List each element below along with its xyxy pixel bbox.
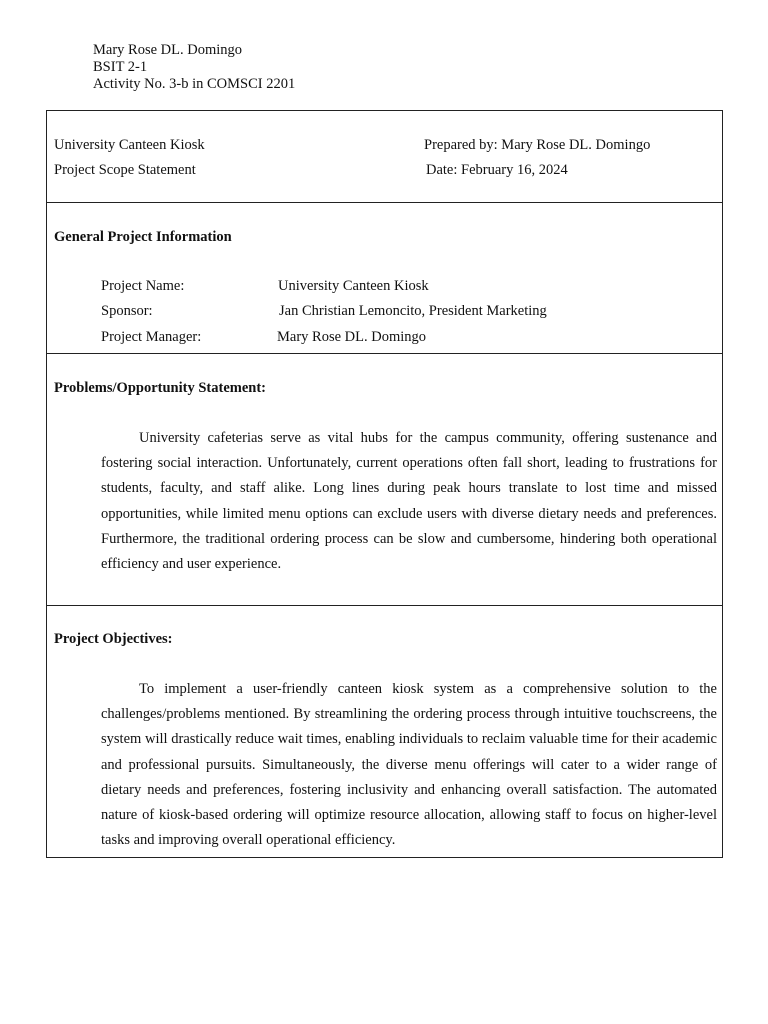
scope-statement-table — [46, 110, 723, 858]
author-name: Mary Rose DL. Domingo — [93, 42, 243, 58]
general-info-title: General Project Information — [54, 229, 232, 245]
activity-label: Activity No. 3-b in COMSCI 2201 — [93, 76, 296, 92]
author-section: BSIT 2-1 — [93, 59, 148, 75]
field-value-project-name: University Canteen Kiosk — [278, 278, 429, 294]
field-value-project-manager: Mary Rose DL. Domingo — [277, 329, 427, 345]
objectives-row — [47, 606, 722, 857]
problem-statement-row — [47, 354, 722, 606]
problem-statement-text: University cafeterias serve as vital hubs for the campus community, offering sustenance and fostering social interaction. Unfortunately, current operations often fall short, leading to frustrations for students, faculty, and staff alike. Long lines during peak hours translate to lost time and missed opportunities, while limited menu options can exclude users with diverse dietary needs and preferences. Furthermore, the traditional ordering process can be slow and cumbersome, hindering both operational efficiency and user experience. — [101, 430, 717, 573]
field-label-project-manager: Project Manager: — [101, 329, 202, 345]
prepared-by: Prepared by: Mary Rose DL. Domingo — [424, 137, 651, 153]
title-row — [47, 111, 722, 203]
document-header — [93, 42, 295, 93]
document-date: Date: February 16, 2024 — [426, 162, 568, 178]
document-type: Project Scope Statement — [54, 162, 196, 178]
objectives-text: To implement a user-friendly canteen kiosk system as a comprehensive solution to the challenges/problems mentioned. By streamlining the ordering process through intuitive touchscreens, the system will drastically reduce wait times, enabling individuals to reclaim valuable time for their academic and professional pursuits. Simultaneously, the diverse menu offerings will cater to a wider range of dietary needs and preferences, fostering inclusivity and enhancing overall satisfaction. The automated nature of kiosk-based ordering will optimize resource allocation, allowing staff to focus on higher-level tasks and improving overall operational efficiency. — [101, 681, 717, 849]
field-label-project-name: Project Name: — [101, 278, 185, 294]
general-info-row — [47, 203, 722, 354]
objectives-title: Project Objectives: — [54, 631, 173, 647]
project-title: University Canteen Kiosk — [54, 137, 205, 153]
problem-statement-title: Problems/Opportunity Statement: — [54, 380, 266, 396]
field-label-sponsor: Sponsor: — [101, 303, 153, 319]
field-value-sponsor: Jan Christian Lemoncito, President Marketing — [279, 303, 547, 319]
